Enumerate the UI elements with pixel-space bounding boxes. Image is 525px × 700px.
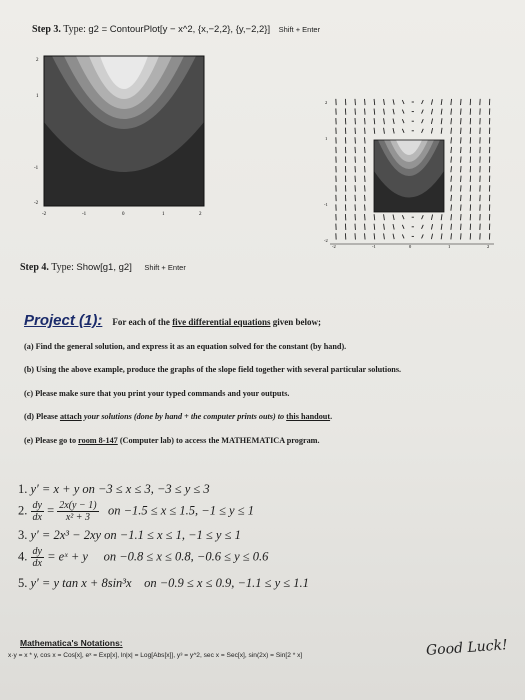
project-title: Project (1): xyxy=(24,312,103,329)
plot1-xtick-4: 1 xyxy=(162,212,165,217)
equation-1-text: y′ = x + y on −3 ≤ x ≤ 3, −3 ≤ y ≤ 3 xyxy=(30,482,210,496)
slope-arrow xyxy=(461,118,462,124)
task-d-attach: attach xyxy=(59,412,82,421)
good-luck-signoff: Good Luck! xyxy=(425,637,509,659)
slope-arrow xyxy=(422,234,424,238)
equation-4-number: 4. xyxy=(18,549,28,564)
equation-2-equals: = xyxy=(47,503,55,518)
step3-type-label: Type: xyxy=(63,24,86,35)
slope-arrow xyxy=(402,234,404,238)
slope-arrow xyxy=(393,99,394,104)
equation-2-range: on −1.5 ≤ x ≤ 1.5, −1 ≤ y ≤ 1 xyxy=(107,503,254,518)
slope-arrow xyxy=(422,129,424,133)
task-d-handout: this handout xyxy=(286,412,331,421)
slope-arrow xyxy=(451,99,452,105)
task-e xyxy=(24,436,320,445)
slope-arrow xyxy=(451,166,452,172)
plot1-xtick-1: -2 xyxy=(42,212,47,217)
equation-4-range: on −0.8 ≤ x ≤ 0.8, −0.6 ≤ y ≤ 0.6 xyxy=(103,549,269,564)
notations-title: Mathematica's Notations: xyxy=(20,638,123,648)
project-header xyxy=(24,312,494,330)
slope-arrow xyxy=(441,109,442,115)
slope-arrow xyxy=(374,214,375,220)
step4-line xyxy=(20,262,186,273)
notations-text: x·y = x * y, cos x = Cos[x], eˣ = Exp[x], ln|x| = Log[Abs[x]], y³ = y^2, sec x = Sec[x], sin(2x) = Sin[2 * x] xyxy=(8,652,303,659)
slope-arrow xyxy=(365,157,366,163)
slope-arrow xyxy=(393,214,394,219)
slope-arrow xyxy=(451,205,452,211)
plot1-ytick-2: 1 xyxy=(36,94,39,99)
slope-arrow xyxy=(451,214,452,220)
slope-arrow xyxy=(422,119,424,123)
step4-shift-enter: Shift + Enter xyxy=(144,263,186,272)
equation-2 xyxy=(18,500,254,523)
equation-5-range: on −0.9 ≤ x ≤ 0.9, −1.1 ≤ y ≤ 1.1 xyxy=(144,576,309,590)
plot1-ytick-3: -1 xyxy=(34,166,39,171)
slope-arrow xyxy=(461,176,462,182)
plot2-inset-contour xyxy=(374,140,444,212)
slope-arrow xyxy=(441,99,442,105)
plot2-ytick-4: -2 xyxy=(324,238,328,243)
plot2-xtick-2: -1 xyxy=(372,244,376,248)
equation-4-lhs-den: dx xyxy=(32,558,42,569)
task-d xyxy=(24,412,332,421)
slope-arrow xyxy=(402,100,404,104)
plot1-ytick-4: -2 xyxy=(34,201,39,206)
slope-arrow xyxy=(374,109,375,115)
slope-arrow xyxy=(461,157,462,163)
slope-arrow xyxy=(431,128,432,133)
slope-arrow xyxy=(365,109,366,115)
slope-arrow xyxy=(431,224,432,229)
equation-4-rhs: = eˣ + y xyxy=(47,549,88,564)
slope-arrow xyxy=(451,109,452,115)
slope-arrow xyxy=(365,205,366,211)
equation-3-text: y′ = 2x³ − 2xy on −1.1 ≤ x ≤ 1, −1 ≤ y ≤ 1 xyxy=(30,528,241,542)
slope-arrow xyxy=(461,205,462,211)
plot2-xtick-4: 1 xyxy=(448,244,451,248)
slope-arrow xyxy=(384,214,385,220)
step4-label: Step 4. xyxy=(20,262,49,273)
equation-3-number: 3. xyxy=(18,528,28,542)
slope-arrow xyxy=(422,215,424,219)
plot2-ytick-3: -1 xyxy=(324,202,328,207)
slope-arrow xyxy=(441,214,442,220)
step3-command: g2 = ContourPlot[y − x^2, {x,−2,2}, {y,−2,2}] xyxy=(88,24,271,35)
slope-arrow xyxy=(451,224,452,230)
slope-arrow xyxy=(384,109,385,115)
plot2-ytick-2: 1 xyxy=(325,136,328,141)
task-d-end: . xyxy=(330,412,333,421)
plot1-xtick-2: -1 xyxy=(82,212,87,217)
equation-1-number: 1. xyxy=(18,482,28,496)
plot1-xtick-3: 0 xyxy=(122,212,125,217)
slope-arrow xyxy=(365,195,366,201)
slope-arrow xyxy=(451,128,452,134)
slope-arrow xyxy=(431,234,432,239)
slope-arrow xyxy=(365,214,366,220)
task-b: (b) Using the above example, produce the graphs of the slope field together with several particular solutions. xyxy=(24,365,402,374)
slope-arrow xyxy=(384,118,385,124)
contour-plot-g2 xyxy=(34,52,214,222)
task-e-end: (Computer lab) to access the MATHEMATICA program. xyxy=(119,436,320,445)
slope-arrow xyxy=(393,224,394,229)
slope-arrow xyxy=(451,157,452,163)
slope-arrow xyxy=(365,224,366,230)
slope-arrow xyxy=(365,147,366,153)
equation-2-rhs xyxy=(57,500,98,523)
slope-arrow xyxy=(374,99,375,105)
slope-arrow xyxy=(365,185,366,191)
slope-arrow xyxy=(461,99,462,105)
slope-arrow xyxy=(431,99,432,104)
slope-arrow xyxy=(365,99,366,105)
slope-arrow xyxy=(402,119,404,123)
slope-arrow xyxy=(441,224,442,230)
slope-arrow xyxy=(451,233,452,239)
slope-arrow xyxy=(402,225,404,229)
equation-2-rhs-den: x² + 3 xyxy=(65,512,90,523)
project-intro-prefix: For each of the xyxy=(112,317,170,327)
slope-arrow xyxy=(393,234,394,239)
slope-arrow xyxy=(451,147,452,153)
slope-field-plot xyxy=(324,96,496,248)
slope-arrow xyxy=(461,214,462,220)
project-intro-underlined: five differential equations xyxy=(172,317,271,327)
project-intro-suffix: given below; xyxy=(272,317,322,327)
task-d-mid: your solutions (done by hand + the computer prints outs) to xyxy=(83,412,285,421)
slope-arrow xyxy=(365,128,366,134)
slope-arrow xyxy=(374,233,375,239)
equation-2-number: 2. xyxy=(18,503,28,518)
slope-arrow xyxy=(365,176,366,182)
slope-arrow xyxy=(374,224,375,230)
slope-arrow xyxy=(384,224,385,230)
slope-arrow xyxy=(402,215,404,219)
project-intro xyxy=(112,317,321,327)
slope-arrow xyxy=(461,109,462,115)
slope-arrow xyxy=(451,118,452,124)
slope-arrow xyxy=(451,137,452,143)
slope-arrow xyxy=(422,225,424,229)
slope-arrow xyxy=(461,147,462,153)
plot1-xtick-5: 2 xyxy=(199,212,202,217)
step4-command: Show[g1, g2] xyxy=(76,262,132,273)
task-e-room: room 8-147 xyxy=(78,436,118,445)
slope-arrow xyxy=(451,176,452,182)
slope-arrow xyxy=(461,224,462,230)
slope-arrow xyxy=(431,118,432,123)
equation-5-number: 5. xyxy=(18,576,28,590)
step3-shift-enter: Shift + Enter xyxy=(278,25,321,34)
slope-arrow xyxy=(393,128,394,133)
equation-2-lhs-den: dx xyxy=(32,512,42,523)
equation-4-lhs xyxy=(31,546,44,569)
slope-arrow xyxy=(431,214,432,219)
slope-arrow xyxy=(441,118,442,124)
slope-arrow xyxy=(384,233,385,239)
slope-arrow xyxy=(422,110,424,114)
plot1-ytick-top: 2 xyxy=(36,58,39,63)
slope-arrow xyxy=(365,233,366,239)
equation-4 xyxy=(18,546,268,569)
slope-arrow xyxy=(441,233,442,239)
equation-5 xyxy=(18,576,309,591)
equation-4-lhs-num: dy xyxy=(32,546,42,557)
slope-arrow xyxy=(461,137,462,143)
slope-arrow xyxy=(461,185,462,191)
slope-arrow xyxy=(365,118,366,124)
slope-arrow xyxy=(365,137,366,143)
equation-2-rhs-num: 2x(y − 1) xyxy=(59,500,97,511)
task-c: (c) Please make sure that you print your typed commands and your outputs. xyxy=(24,389,290,398)
task-d-pre: (d) Please xyxy=(24,412,58,421)
slope-arrow xyxy=(393,118,394,123)
slope-arrow xyxy=(384,99,385,105)
plot2-ytick-1: 2 xyxy=(325,100,328,105)
slope-arrow xyxy=(461,195,462,201)
slope-arrow xyxy=(374,118,375,124)
slope-arrow xyxy=(384,128,385,134)
equation-5-text: y′ = y tan x + 8sin³x xyxy=(30,576,132,590)
slope-arrow xyxy=(374,128,375,134)
plot2-xtick-1: -2 xyxy=(332,244,336,248)
slope-arrow xyxy=(365,166,366,172)
plot2-xtick-5: 2 xyxy=(487,244,490,248)
slope-arrow xyxy=(461,128,462,134)
slope-arrow xyxy=(451,195,452,201)
equation-2-lhs-num: dy xyxy=(32,500,42,511)
step4-type-label: Type: xyxy=(51,262,74,273)
slope-arrow xyxy=(422,100,424,104)
slope-arrow xyxy=(451,185,452,191)
slope-arrow xyxy=(461,233,462,239)
slope-arrow xyxy=(393,109,394,114)
task-a: (a) Find the general solution, and express it as an equation solved for the constant (by hand). xyxy=(24,342,347,351)
slope-arrow xyxy=(461,166,462,172)
step3-label: Step 3. xyxy=(32,24,61,35)
slope-arrow xyxy=(402,110,404,114)
step3-line xyxy=(32,24,320,35)
plot2-xtick-3: 0 xyxy=(409,244,412,248)
equation-3 xyxy=(18,528,241,543)
slope-arrow xyxy=(431,109,432,114)
task-e-pre: (e) Please go to xyxy=(24,436,77,445)
equation-2-lhs xyxy=(31,500,44,523)
equation-1 xyxy=(18,482,210,497)
slope-arrow xyxy=(441,128,442,134)
slope-arrow xyxy=(402,129,404,133)
